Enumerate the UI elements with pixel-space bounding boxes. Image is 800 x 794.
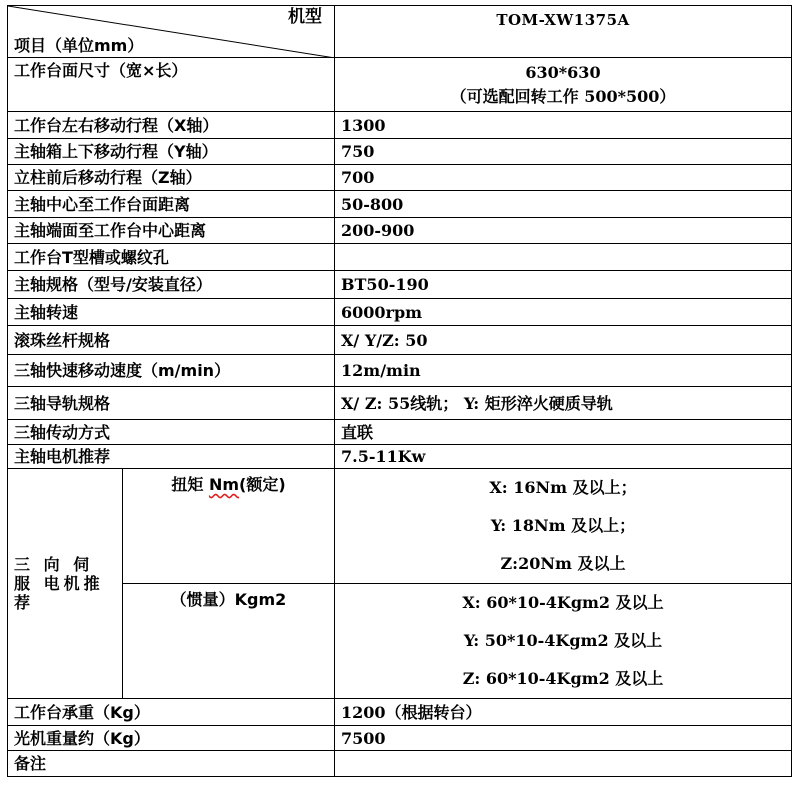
- row-value: X/ Z: 55线轨； Y: 矩形淬火硬质导轨: [335, 387, 792, 420]
- row-value: 1200（根据转台）: [335, 699, 792, 726]
- row-label: 光机重量约（Kg）: [8, 726, 335, 751]
- row-value: 700: [335, 165, 792, 191]
- row-label: 工作台T型槽或螺纹孔: [8, 244, 335, 271]
- model-label: 机型: [288, 7, 322, 27]
- row-label: 三轴传动方式: [8, 420, 335, 445]
- table-row: [8, 299, 792, 326]
- row-label: 工作台左右移动行程（X轴）: [8, 112, 335, 139]
- row-value: 750: [335, 139, 792, 165]
- table-row: [8, 751, 792, 777]
- table-row: [8, 112, 792, 139]
- item-unit-label: 项目（单位mm）: [14, 36, 144, 55]
- row-value: X/ Y/Z: 50: [335, 326, 792, 355]
- row-label: 备注: [8, 751, 335, 777]
- model-code: TOM-XW1375A: [496, 11, 630, 29]
- table-row: [8, 355, 792, 387]
- torque-label-unit: Nm: [208, 475, 239, 494]
- row-label: 立柱前后移动行程（Z轴）: [8, 165, 335, 191]
- torque-label: [123, 469, 335, 584]
- row-label: 主轴箱上下移动行程（Y轴）: [8, 139, 335, 165]
- row-label: 工作台面尺寸（宽×长）: [8, 58, 335, 112]
- spec-table: [7, 5, 792, 777]
- inertia-value-z: Z: 60*10-4Kgm2 及以上: [462, 669, 664, 688]
- table-row: [8, 271, 792, 299]
- table-row: [8, 244, 792, 271]
- model-code-cell: [335, 6, 792, 58]
- row-value: 7500: [335, 726, 792, 751]
- row-value: 1300: [335, 112, 792, 139]
- row-value: 7.5-11Kw: [335, 445, 792, 469]
- torque-value-y: Y: 18Nm 及以上；: [490, 516, 636, 535]
- row-value: 6000rpm: [335, 299, 792, 326]
- row-value: 12m/min: [335, 355, 792, 387]
- table-row: [8, 58, 792, 112]
- inertia-values: [335, 584, 792, 699]
- servo-motor-label: 三 向 伺 服 电机推荐: [8, 469, 123, 699]
- table-row: [8, 191, 792, 218]
- row-value: [335, 58, 792, 112]
- row-label: 工作台承重（Kg）: [8, 699, 335, 726]
- inertia-value-x: X: 60*10-4Kgm2 及以上: [462, 593, 664, 612]
- row-value: [335, 244, 792, 271]
- torque-label-suffix: (额定): [239, 475, 286, 494]
- table-row: [8, 139, 792, 165]
- table-row: [8, 218, 792, 244]
- spec-table-frame: [7, 5, 791, 788]
- row-label: 主轴转速: [8, 299, 335, 326]
- table-row: [8, 699, 792, 726]
- row-value: [335, 751, 792, 777]
- table-row: [8, 445, 792, 469]
- table-size-value: 630*630: [525, 62, 601, 82]
- header-diagonal-cell: [8, 6, 335, 58]
- table-row: [8, 420, 792, 445]
- row-value: BT50-190: [335, 271, 792, 299]
- row-value: 直联: [335, 420, 792, 445]
- row-label: 主轴电机推荐: [8, 445, 335, 469]
- row-label: 滚珠丝杆规格: [8, 326, 335, 355]
- torque-value-x: X: 16Nm 及以上；: [489, 478, 637, 497]
- table-row: [8, 387, 792, 420]
- torque-value-z: Z:20Nm 及以上: [500, 554, 626, 573]
- row-label: 三轴快速移动速度（m/min）: [8, 355, 335, 387]
- row-label: 主轴端面至工作台中心距离: [8, 218, 335, 244]
- row-label: 三轴导轨规格: [8, 387, 335, 420]
- servo-torque-row: [8, 469, 792, 584]
- servo-inertia-row: [8, 584, 792, 699]
- torque-values: [335, 469, 792, 584]
- table-size-option: （可选配回转工作 500*500）: [450, 86, 676, 106]
- row-label: 主轴规格（型号/安装直径）: [8, 271, 335, 299]
- row-value: 50-800: [335, 191, 792, 218]
- row-value: 200-900: [335, 218, 792, 244]
- table-row: [8, 726, 792, 751]
- inertia-label: （惯量）Kgm2: [123, 584, 335, 699]
- table-row: [8, 326, 792, 355]
- row-label: 主轴中心至工作台面距离: [8, 191, 335, 218]
- inertia-value-y: Y: 50*10-4Kgm2 及以上: [463, 631, 663, 650]
- header-row: [8, 6, 792, 58]
- table-row: [8, 165, 792, 191]
- torque-label-prefix: 扭矩: [171, 475, 204, 494]
